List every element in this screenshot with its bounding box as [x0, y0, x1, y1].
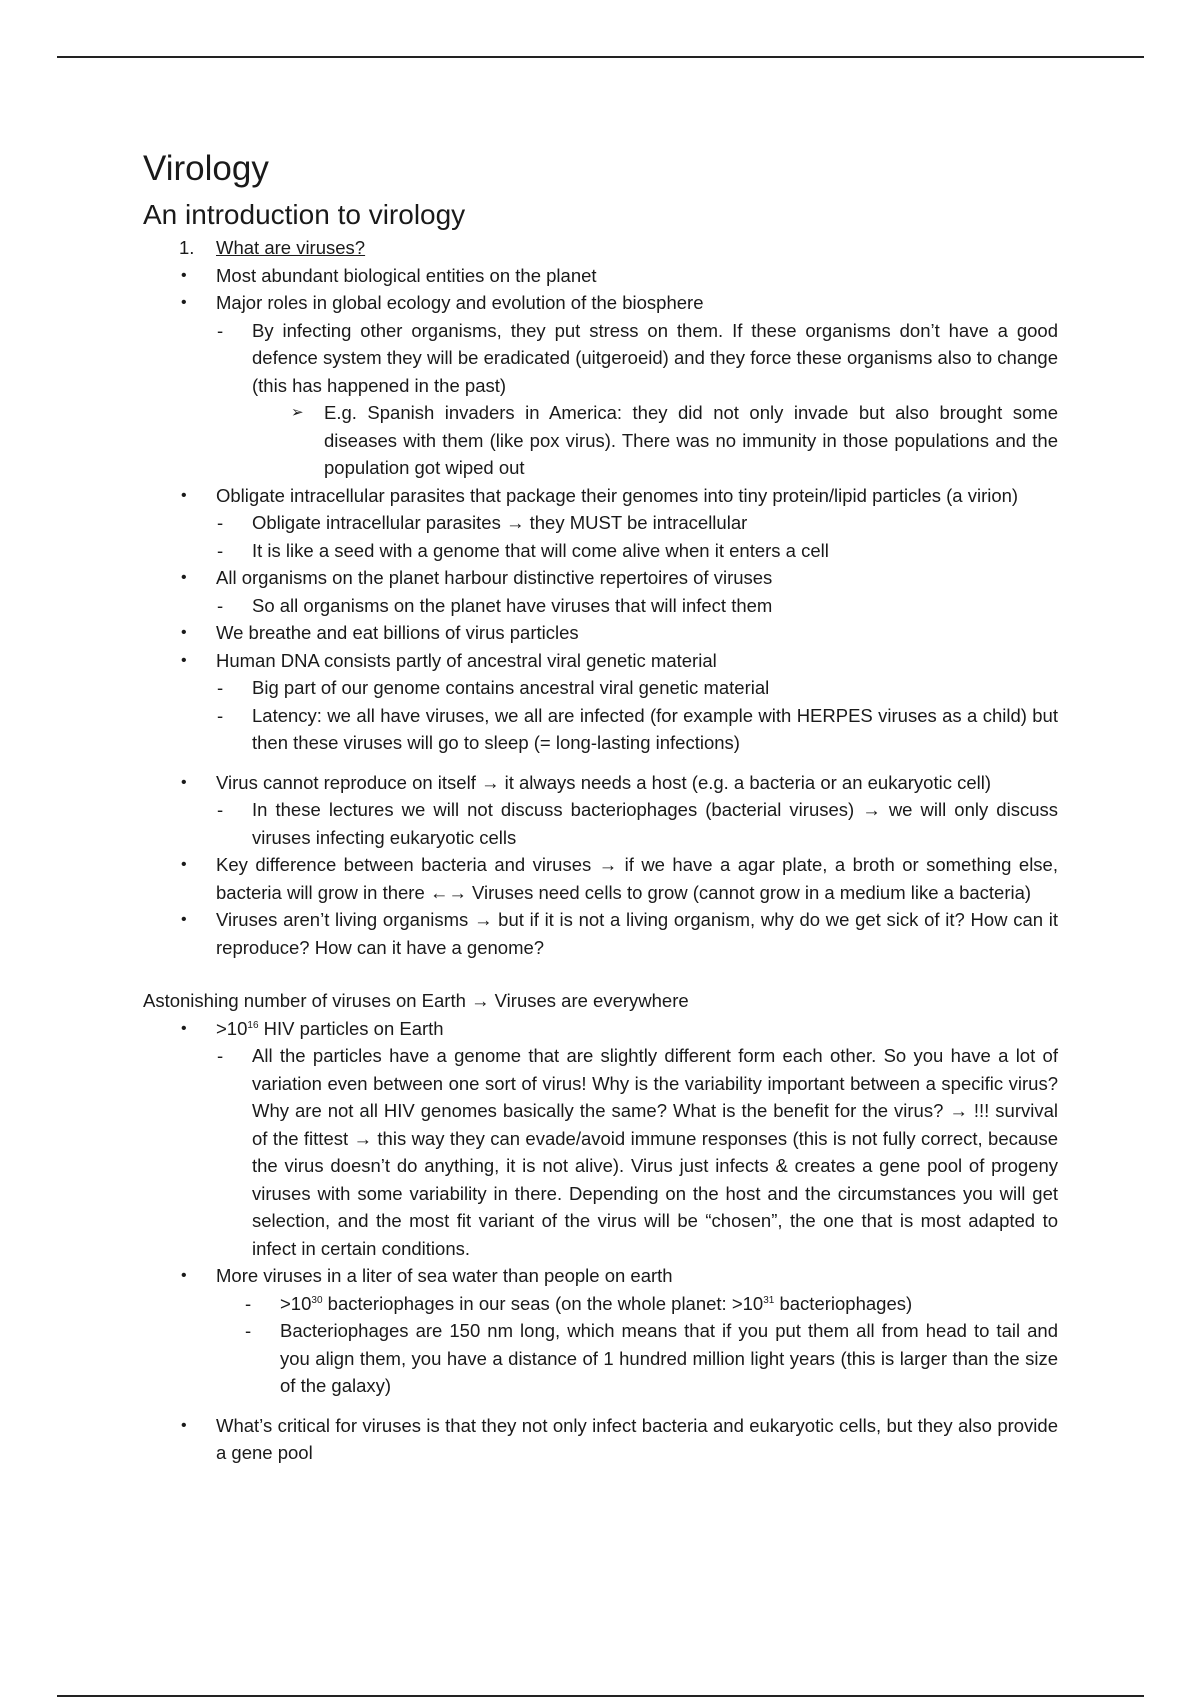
spacer [143, 1400, 1058, 1412]
bullet-marker: • [181, 486, 187, 504]
dash-marker: - [217, 799, 224, 820]
sub-list-item: - $>10^{30}$ bacteriophages in our seas (on the whole planet: $>10^{31}$ bacteriophages) [143, 1290, 1058, 1318]
bullet-marker: • [181, 856, 187, 873]
dash-marker: - [217, 1045, 224, 1066]
bullet-marker: • [181, 266, 187, 284]
list-item: • More viruses in a liter of sea water than people on earth [143, 1262, 1058, 1290]
document-body [143, 148, 1058, 1467]
list-item: • All organisms on the planet harbour distinctive repertoires of viruses [143, 564, 1058, 592]
bullet-marker: • [181, 1019, 187, 1037]
page-title: Virology [143, 149, 269, 188]
arrow-marker-icon: ➢ [291, 404, 304, 421]
bullet-marker: • [181, 294, 187, 311]
sub-list-item: - In these lectures we will not discuss bacteriophages (bacterial viruses) → we will only discuss viruses infecting eukaryotic cells [143, 796, 1058, 851]
bullet-marker: • [181, 624, 187, 641]
bullet-marker: • [181, 1267, 187, 1284]
dash-marker: - [245, 1292, 252, 1314]
list-item: • Viruses aren’t living organisms → but if it is not a living organism, why do we get sick of it? How can it reproduce? How can it have a genome? [143, 906, 1058, 961]
bullet-marker: • [181, 651, 187, 669]
sub-list-item: - Bacteriophages are 150 nm long, which means that if you put them all from head to tail and you align them, you have a distance of 1 hundred million light years (this is larger than the size of the galaxy) [143, 1317, 1058, 1400]
dash-marker: - [217, 512, 224, 533]
section-heading: What are viruses? [216, 237, 366, 258]
list-item: • What’s critical for viruses is that they not only infect bacteria and eukaryotic cells, but they also provide a gene pool [143, 1412, 1058, 1467]
bullet-marker: • [181, 911, 187, 928]
page-subtitle: An introduction to virology [143, 199, 466, 230]
list-number: 1. [179, 237, 195, 258]
list-item: • Obligate intracellular parasites that package their genomes into tiny protein/lipid particles (a virion) [143, 482, 1058, 510]
list-item: • Key difference between bacteria and viruses → if we have a agar plate, a broth or something else, bacteria will grow in there ←→ Viruses need cells to grow (cannot grow in a medium like a bacteria) [143, 851, 1058, 906]
dash-marker: - [245, 1320, 252, 1341]
list-item: • Major roles in global ecology and evolution of the biosphere [143, 289, 1058, 317]
sub-sub-list-item: ➢ E.g. Spanish invaders in America: they did not only invade but also brought some diseases with them (like pox virus). There was no immunity in those populations and the population got wiped out [143, 399, 1058, 482]
top-rule [57, 56, 1144, 58]
sub-list-item: - All the particles have a genome that are slightly different form each other. So you have a lot of variation even between one sort of virus! Why is the variability important between a specific virus? Why are not all HIV genomes basically the same? What is the benefit for the virus? → !!! survival of the fittest → this way they can evade/avoid immune responses (this is not fully correct, because the virus doesn’t do anything, it is not alive). Virus just infects & creates a gene pool of progeny viruses with some variability in there. Depending on the host and the circumstances you will get selection, and the most fit variant of the virus will be “chosen”, the one that is most adapted to infect in certain conditions. [143, 1042, 1058, 1262]
dash-marker: - [217, 704, 224, 726]
dash-marker: - [217, 677, 224, 698]
bottom-rule [57, 1695, 1144, 1697]
list-item: • We breathe and eat billions of virus particles [143, 619, 1058, 647]
numbered-heading [143, 234, 1058, 262]
spacer [143, 961, 1058, 987]
bullet-marker: • [181, 1416, 187, 1434]
bullet-marker: • [181, 569, 187, 586]
bullet-marker: • [181, 773, 187, 791]
dash-marker: - [217, 539, 224, 561]
list-item: • Most abundant biological entities on the planet [143, 262, 1058, 290]
list-item: • Human DNA consists partly of ancestral viral genetic material [143, 647, 1058, 675]
sub-list-item: - By infecting other organisms, they put stress on them. If these organisms don’t have a good defence system they will be eradicated (uitgeroeid) and they force these organisms also to change (this has happened in the past) [143, 317, 1058, 400]
sub-list-item: - So all organisms on the planet have viruses that will infect them [143, 592, 1058, 620]
sub-list-item: - It is like a seed with a genome that will come alive when it enters a cell [143, 537, 1058, 565]
spacer [143, 757, 1058, 769]
list-item: • Virus cannot reproduce on itself → it always needs a host (e.g. a bacteria or an eukaryotic cell) [143, 769, 1058, 797]
list-item: • $>10^{16}$ HIV particles on Earth [143, 1015, 1058, 1043]
sub-list-item: - Obligate intracellular parasites → they MUST be intracellular [143, 509, 1058, 537]
dash-marker: - [217, 594, 224, 616]
section-heading-2: Astonishing number of viruses on Earth → Viruses are everywhere [143, 990, 689, 1011]
dash-marker: - [217, 319, 224, 341]
sub-list-item: - Latency: we all have viruses, we all are infected (for example with HERPES viruses as a child) but then these viruses will go to sleep (= long-lasting infections) [143, 702, 1058, 757]
sub-list-item: - Big part of our genome contains ancestral viral genetic material [143, 674, 1058, 702]
